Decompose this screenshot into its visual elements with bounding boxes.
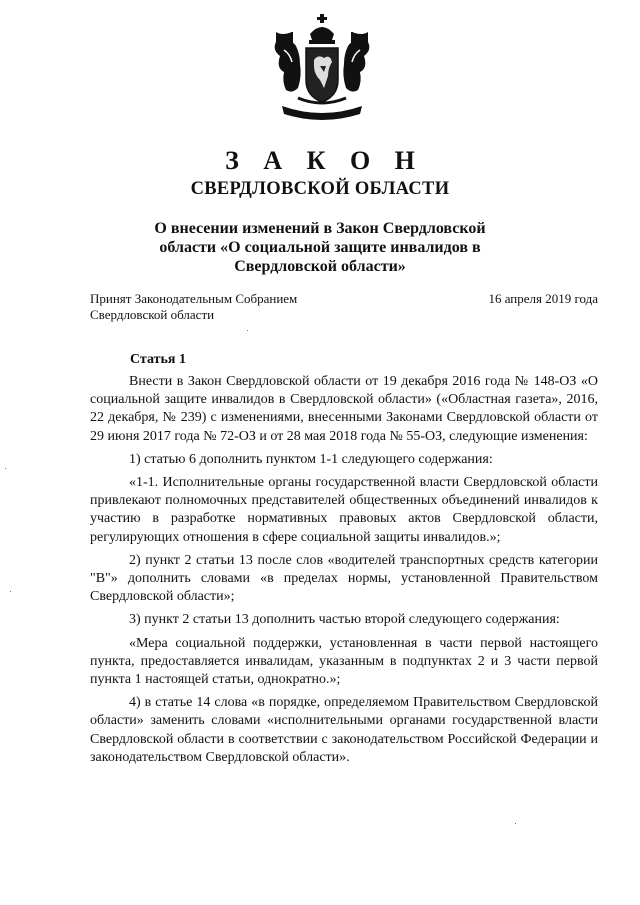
document-title: З А К О Н (225, 146, 424, 175)
law-subject (120, 219, 520, 276)
scan-speck (515, 823, 516, 824)
article-paragraph: 2) пункт 2 статьи 13 после слов «водителей транспортных средств категории "В"» дополнить словами «в пределах нормы, установленной Правительством Свердловской области»; (90, 552, 598, 605)
scan-speck (10, 591, 11, 592)
adopted-by-line: Свердловской области (90, 307, 215, 322)
law-subject-line: области «О социальной защите инвалидов в (159, 239, 481, 256)
article-paragraph: «1-1. Исполнительные органы государственной власти Свердловской области привлекают полномочных представителей общественных объединений инвалидов к участию в разработке нормативных правовых актов Свердловской области, регулирующих отношения в сфере социальной защиты инвалидов.»; (90, 475, 598, 545)
article-paragraph: 1) статью 6 дополнить пунктом 1-1 следующего содержания: (129, 451, 493, 467)
adopted-by (90, 291, 297, 323)
article-paragraph: «Мера социальной поддержки, установленная в части первой настоящего пункта, предоставляется инвалидам, указанным в подпунктах 2 и 3 части первой пункта 1 настоящей статьи, однократно.»; (90, 635, 598, 688)
scan-speck (5, 468, 6, 469)
adopted-by-line: Принят Законодательным Собранием (90, 291, 298, 306)
article-heading: Статья 1 (130, 352, 186, 367)
scan-speck (247, 330, 248, 331)
article-paragraph: 3) пункт 2 статьи 13 дополнить частью второй следующего содержания: (129, 612, 560, 628)
adoption-date: 16 апреля 2019 года (488, 291, 598, 306)
article-body (90, 373, 598, 772)
coat-of-arms-icon (262, 10, 382, 128)
law-subject-line: О внесении изменений в Закон Свердловской (154, 220, 486, 237)
document-region: СВЕРДЛОВСКОЙ ОБЛАСТИ (190, 179, 450, 199)
law-subject-line: Свердловской области» (234, 258, 406, 275)
article-paragraph: 4) в статье 14 слова «в порядке, определяемом Правительством Свердловской области» заменить словами «исполнительными органами государственной власти Свердловской области в соответствии с законодательством Российской Федерации и законодательством Свердловской области». (90, 695, 598, 765)
article-paragraph: Внести в Закон Свердловской области от 19 декабря 2016 года № 148-ОЗ «О социальной защите инвалидов в Свердловской области» («Областная газета», 2016, 22 декабря, № 239) с изменениями, внесенными Законами Свердловской области от 29 июня 2017 года № 72-ОЗ и от 28 мая 2018 года № 55-ОЗ, следующие изменения: (90, 374, 598, 444)
